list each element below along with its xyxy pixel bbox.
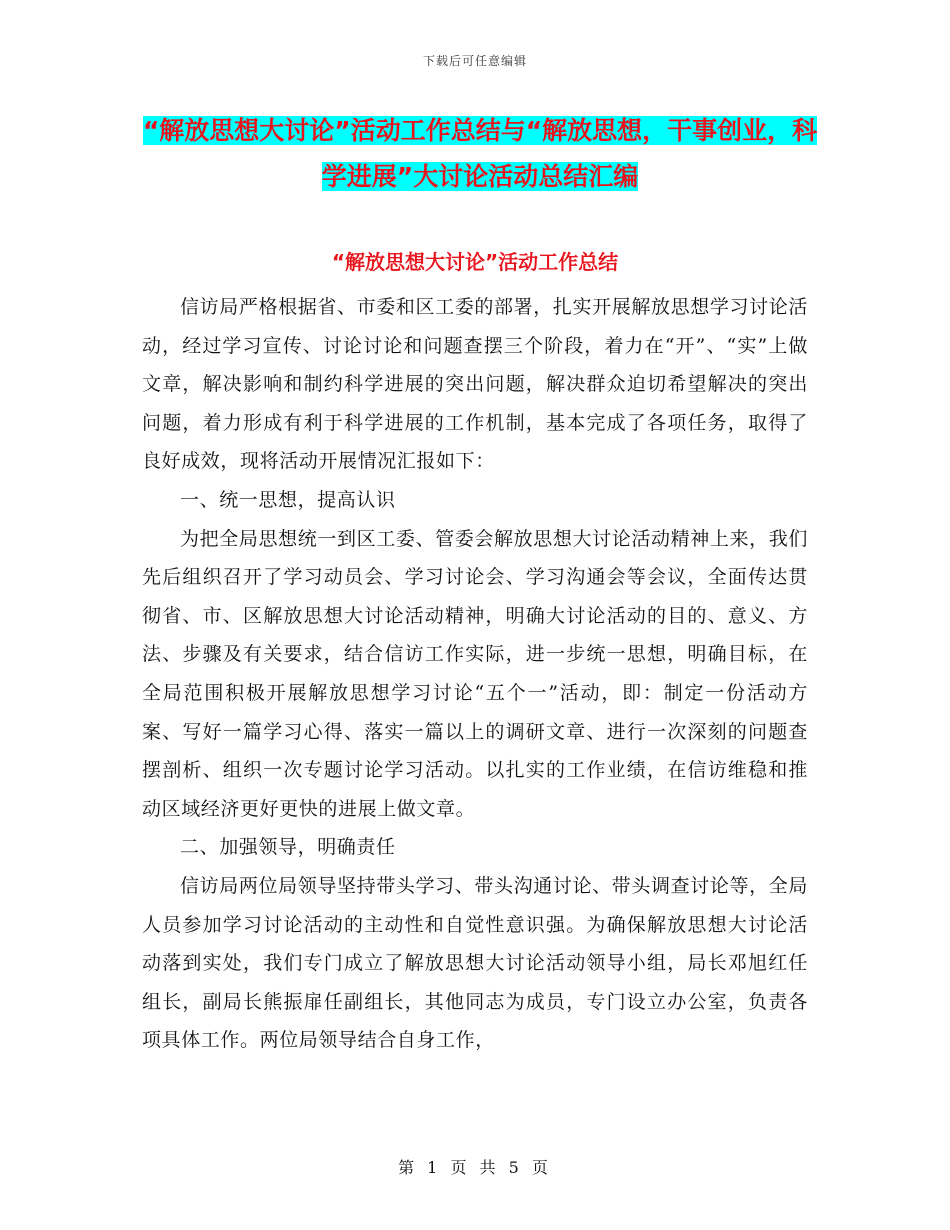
document-title <box>140 108 820 200</box>
paragraph-one: 为把全局思想统一到区工委、管委会解放思想大讨论活动精神上来，我们先后组织召开了学习动员会、学习讨论会、学习沟通会等会议，全面传达贯彻省、市、区解放思想大讨论活动精神，明确大讨论活动的目的、意义、方法、步骤及有关要求，结合信访工作实际，进一步统一思想，明确目标，在全局范围积极开展解放思想学习讨论“五个一”活动，即：制定一份活动方案、写好一篇学习心得、落实一篇以上的调研文章、进行一次深刻的问题查摆剖析、组织一次专题讨论学习活动。以扎实的工作业绩，在信访维稳和推动区域经济更好更快的进展上做文章。 <box>142 527 808 820</box>
header-note: 下载后可任意编辑 <box>422 54 527 68</box>
paragraph-two: 信访局两位局领导坚持带头学习、带头沟通讨论、带头调查讨论等，全局人员参加学习讨论活动的主动性和自觉性意识强。为确保解放思想大讨论活动落到实处，我们专门成立了解放思想大讨论活动领导小组，局长邓旭红任组长，副局长熊振扉任副组长，其他同志为成员，专门设立办公室，负责各项具体工作。两位局领导结合自身工作， <box>142 874 808 1052</box>
section-title: “解放思想大讨论”活动工作总结 <box>331 250 619 274</box>
heading-one: 一、统一思想，提高认识 <box>180 488 396 511</box>
paragraph-intro: 信访局严格根据省、市委和区工委的部署，扎实开展解放思想学习讨论活动，经过学习宣传、讨论讨论和问题查摆三个阶段，着力在“开”、“实”上做文章，解决影响和制约科学进展的突出问题，解决群众迫切希望解决的突出问题，着力形成有利于科学进展的工作机制，基本完成了各项任务，取得了良好成效，现将活动开展情况汇报如下： <box>142 296 808 473</box>
page-footer: 第 1 页 共 5 页 <box>398 1158 552 1177</box>
document-title-text: “解放思想大讨论”活动工作总结与“解放思想，干事创业，科学进展”大讨论活动总结汇编 <box>142 116 818 191</box>
document-body <box>142 288 808 1060</box>
heading-two: 二、加强领导，明确责任 <box>180 836 396 859</box>
